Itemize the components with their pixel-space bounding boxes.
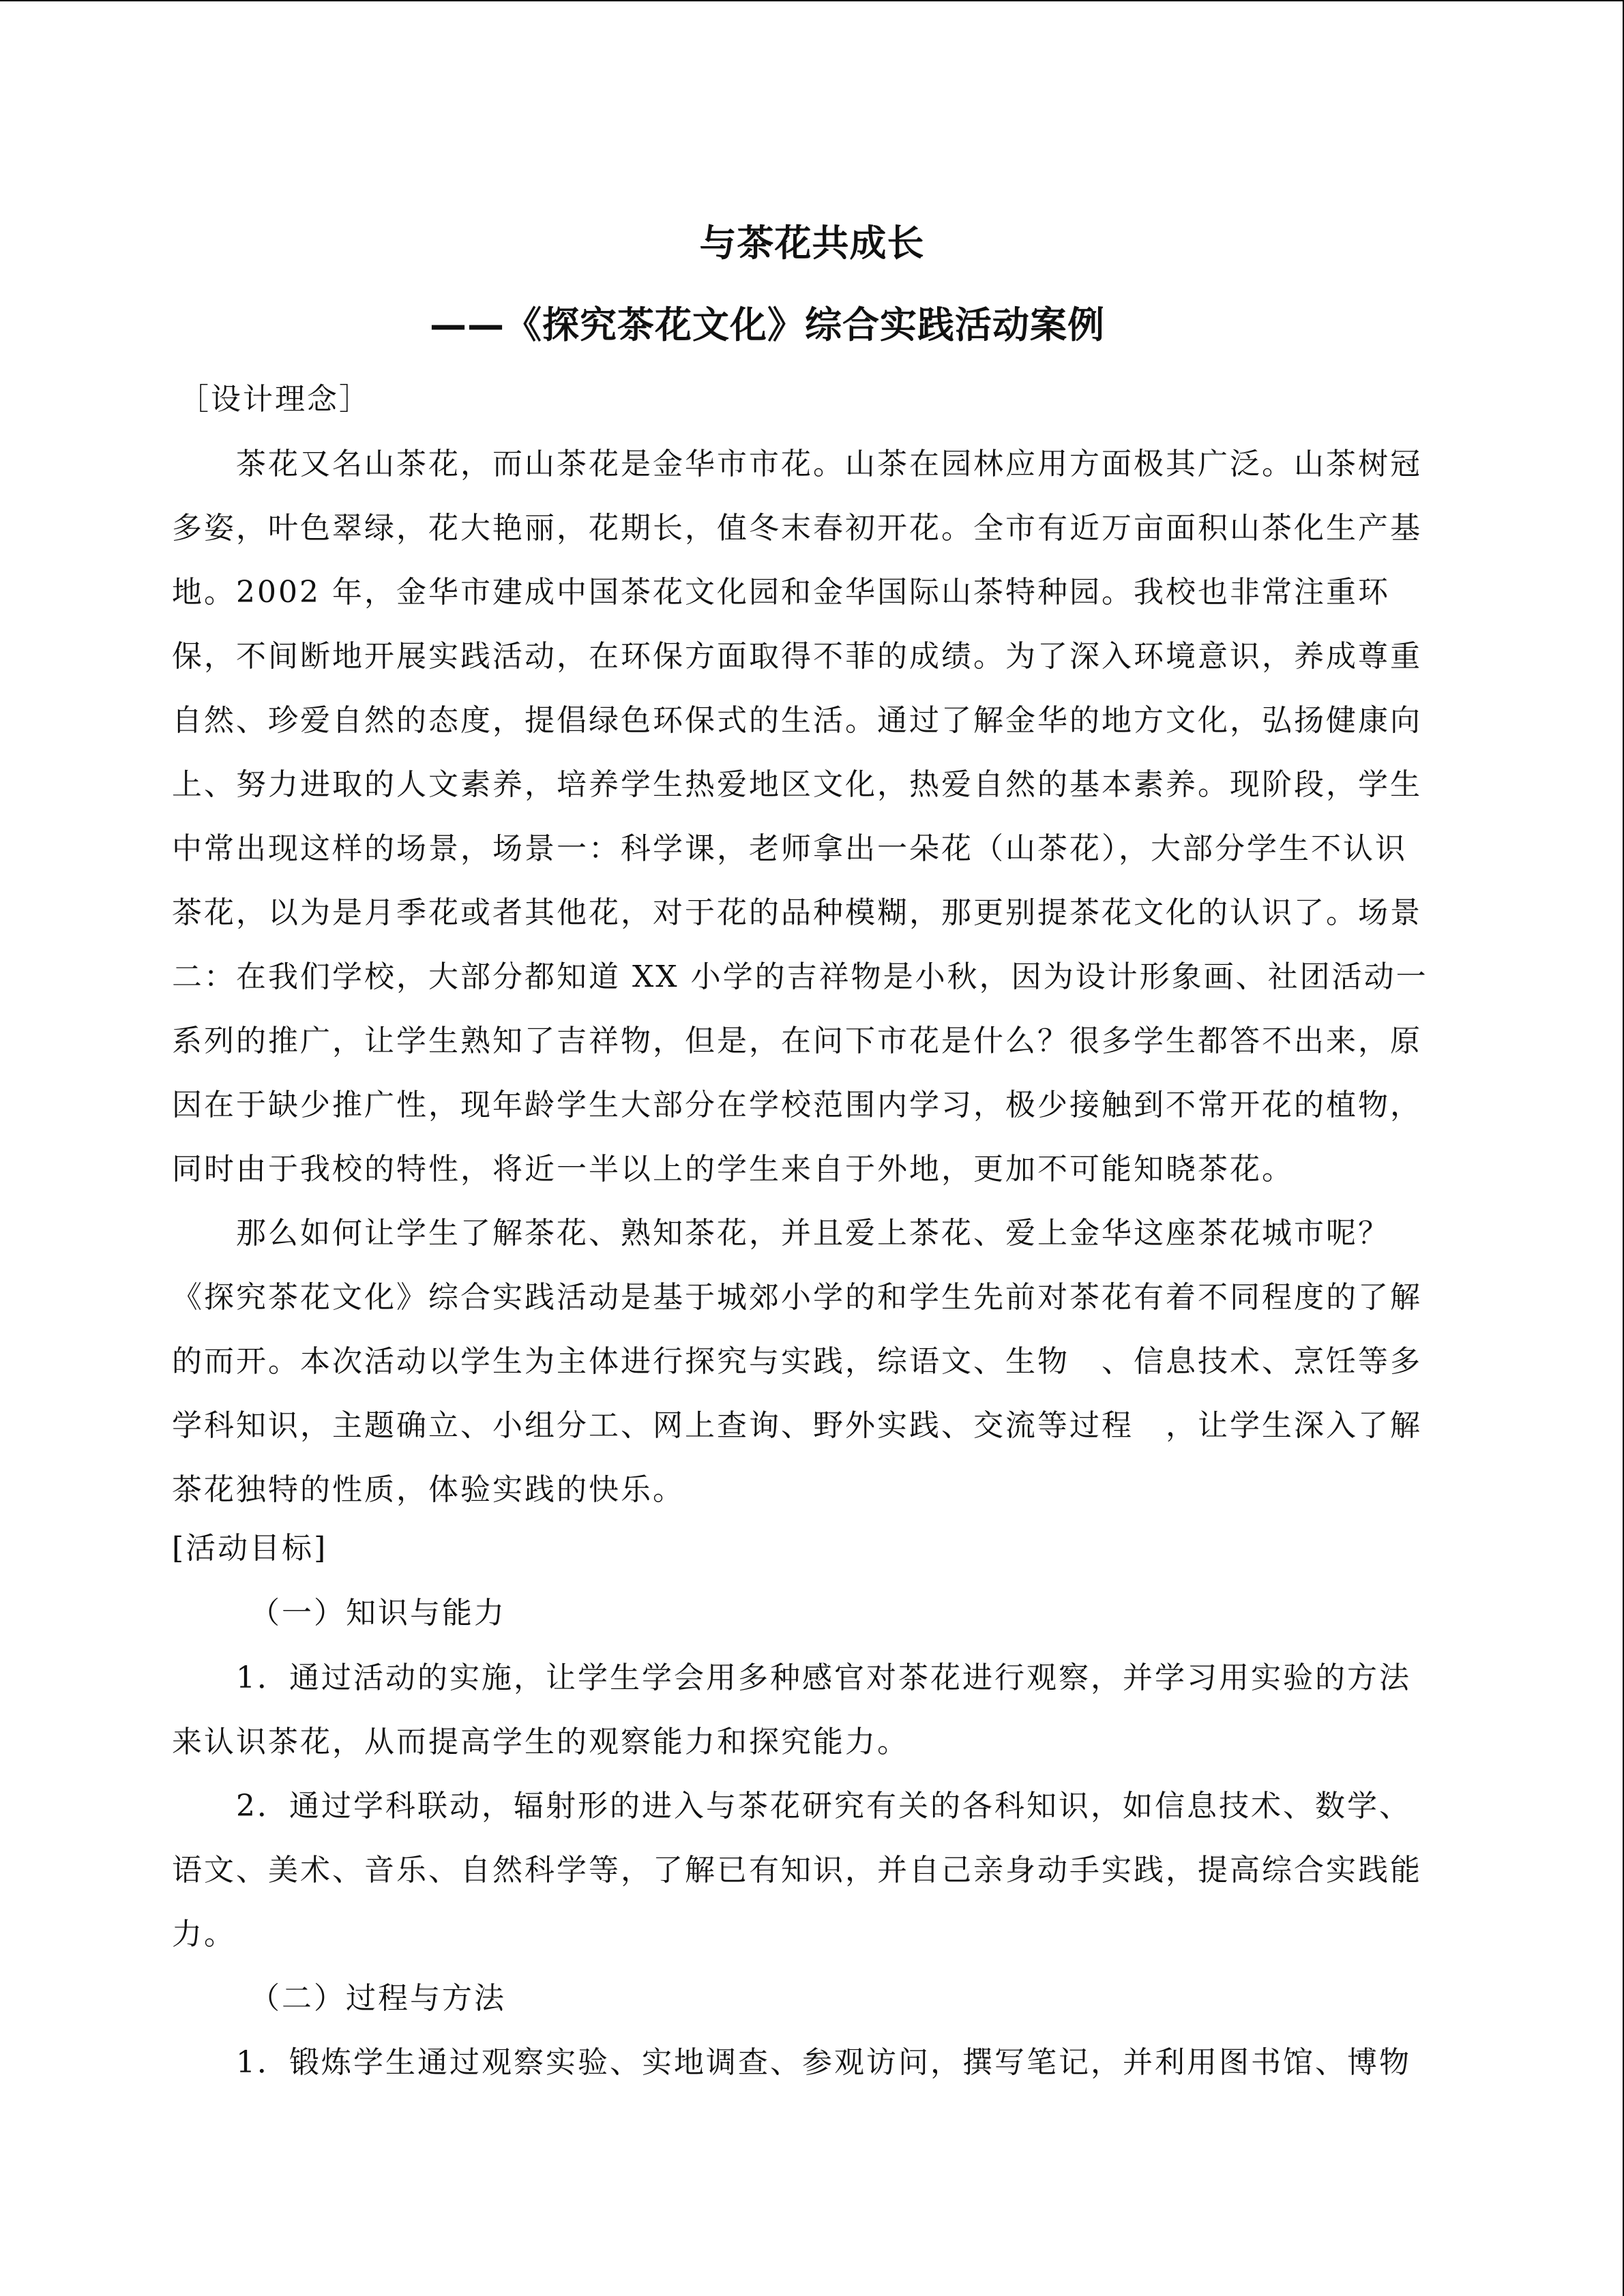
goal-line: 2．通过学科联动，辐射形的进入与茶花研究有关的各科知识，如信息技术、数学、: [236, 1789, 1411, 1823]
goal-line: 来认识茶花，从而提高学生的观察能力和探究能力。: [172, 1725, 909, 1759]
design-line: 多姿，叶色翠绿，花大艳丽，花期长，值冬末春初开花。全市有近万亩面积山茶化生产基: [172, 511, 1422, 546]
design-line: 的而开。本次活动以学生为主体进行探究与实践，综语文、生物 、信息技术、烹饪等多: [172, 1344, 1422, 1379]
design-line: 地。2002 年，金华市建成中国茶花文化园和金华国际山茶特种园。我校也非常注重环: [172, 575, 1390, 610]
design-line: 同时由于我校的特性，将近一半以上的学生来自于外地，更加不可能知晓茶花。: [172, 1152, 1294, 1187]
design-line: 《探究茶花文化》综合实践活动是基于城郊小学的和学生先前对茶花有着不同程度的了解: [172, 1280, 1422, 1315]
design-line: 茶花又名山茶花，而山茶花是金华市市花。山茶在园林应用方面极其广泛。山茶树冠: [236, 447, 1422, 481]
goal-line: 1．锻炼学生通过观察实验、实地调查、参观访问，撰写笔记，并利用图书馆、博物: [236, 2045, 1411, 2080]
design-line: 茶花独特的性质，体验实践的快乐。: [172, 1472, 685, 1507]
section-heading-design: ［设计理念］: [179, 382, 371, 417]
document-title: 与茶花共成长: [699, 222, 925, 265]
goal-subheading: （一）知识与能力: [250, 1596, 506, 1630]
design-line: 保，不间断地开展实践活动，在环保方面取得不菲的成绩。为了深入环境意识，养成尊重: [172, 639, 1422, 674]
section-heading-goals: [活动目标]: [172, 1531, 328, 1566]
design-line: 中常出现这样的场景，场景一：科学课，老师拿出一朵花（山茶花），大部分学生不认识: [172, 831, 1407, 866]
design-line: 系列的推广，让学生熟知了吉祥物，但是，在问下市花是什么？很多学生都答不出来，原: [172, 1024, 1422, 1058]
design-line: 学科知识，主题确立、小组分工、网上查询、野外实践、交流等过程 ，让学生深入了解: [172, 1408, 1422, 1443]
document-subtitle: ——《探究茶花文化》综合实践活动案例: [430, 303, 1105, 346]
design-line: 上、努力进取的人文素养，培养学生热爱地区文化，热爱自然的基本素养。现阶段，学生: [172, 767, 1422, 802]
goal-line: 力。: [172, 1917, 236, 1952]
design-line: 二：在我们学校，大部分都知道 XX 小学的吉祥物是小秋，因为设计形象画、社团活动一: [172, 959, 1428, 994]
goal-subheading: （二）过程与方法: [250, 1981, 506, 2016]
design-line: 茶花，以为是月季花或者其他花，对于花的品种模糊，那更别提茶花文化的认识了。场景: [172, 895, 1422, 930]
design-line: 那么如何让学生了解茶花、熟知茶花，并且爱上茶花、爱上金华这座茶花城市呢？: [236, 1216, 1390, 1251]
goal-line: 语文、美术、音乐、自然科学等，了解已有知识，并自己亲身动手实践，提高综合实践能: [172, 1853, 1422, 1888]
design-line: 自然、珍爱自然的态度，提倡绿色环保式的生活。通过了解金华的地方文化，弘扬健康向: [172, 703, 1422, 738]
goal-line: 1．通过活动的实施，让学生学会用多种感官对茶花进行观察，并学习用实验的方法: [236, 1660, 1411, 1695]
design-line: 因在于缺少推广性，现年龄学生大部分在学校范围内学习，极少接触到不常开花的植物，: [172, 1088, 1422, 1122]
